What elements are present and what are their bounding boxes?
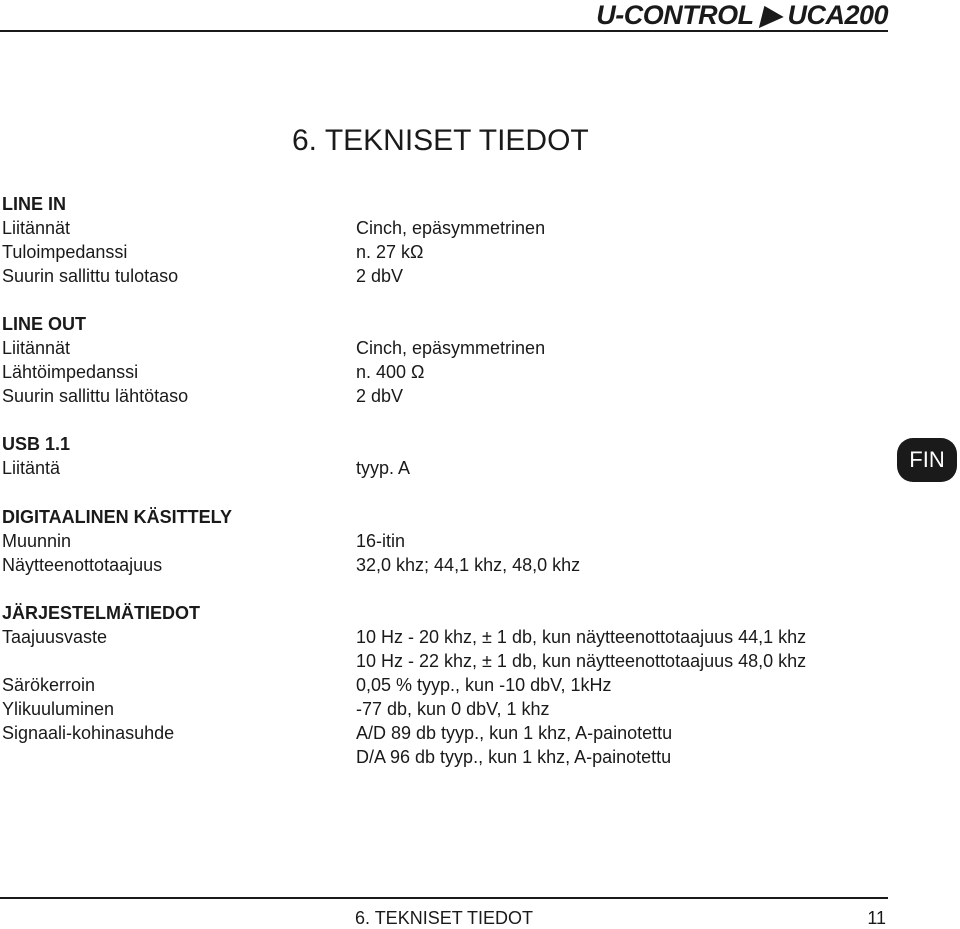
spec-label: Liitäntä bbox=[2, 458, 61, 478]
group-title-line-out: LINE OUT bbox=[2, 314, 86, 334]
page-number: 11 bbox=[867, 908, 886, 928]
spec-label: Ylikuuluminen bbox=[2, 699, 115, 719]
spec-value: n. 27 kΩ bbox=[356, 242, 424, 262]
spec-label: Liitännät bbox=[2, 218, 71, 238]
group-title-usb: USB 1.1 bbox=[2, 434, 71, 454]
spec-label: Lähtöimpedanssi bbox=[2, 362, 139, 382]
spec-value: A/D 89 db tyyp., kun 1 khz, A-painotettu bbox=[356, 723, 673, 743]
spec-label: Taajuusvaste bbox=[2, 627, 108, 647]
spec-label: Särökerroin bbox=[2, 675, 96, 695]
group-title-system-data: JÄRJESTELMÄTIEDOT bbox=[2, 603, 201, 623]
spec-label: Signaali-kohinasuhde bbox=[2, 723, 175, 743]
spec-value: tyyp. A bbox=[356, 458, 411, 478]
header-divider bbox=[0, 30, 888, 32]
spec-value: 0,05 % tyyp., kun -10 dbV, 1kHz bbox=[356, 675, 612, 695]
spec-value: 10 Hz - 20 khz, ± 1 db, kun näytteenottotaajuus 44,1 khz bbox=[356, 627, 807, 647]
spec-label: Muunnin bbox=[2, 531, 72, 551]
spec-label: Näytteenottotaajuus bbox=[2, 555, 163, 575]
spec-label: Liitännät bbox=[2, 338, 71, 358]
spec-value: D/A 96 db tyyp., kun 1 khz, A-painotettu bbox=[356, 747, 672, 767]
spec-value: 2 dbV bbox=[356, 266, 404, 286]
footer-divider bbox=[0, 897, 888, 899]
spec-value: 2 dbV bbox=[356, 386, 404, 406]
group-title-digital-processing: DIGITAALINEN KÄSITTELY bbox=[2, 507, 233, 527]
spec-label: Suurin sallittu lähtötaso bbox=[2, 386, 189, 406]
spec-value: 32,0 khz; 44,1 khz, 48,0 khz bbox=[356, 555, 581, 575]
spec-value: -77 db, kun 0 dbV, 1 khz bbox=[356, 699, 550, 719]
spec-value: Cinch, epäsymmetrinen bbox=[356, 218, 546, 238]
spec-value: 10 Hz - 22 khz, ± 1 db, kun näytteenottotaajuus 48,0 khz bbox=[356, 651, 807, 671]
group-title-line-in: LINE IN bbox=[2, 194, 67, 214]
spec-label: Tuloimpedanssi bbox=[2, 242, 128, 262]
spec-value: Cinch, epäsymmetrinen bbox=[356, 338, 546, 358]
spec-label: Suurin sallittu tulotaso bbox=[2, 266, 179, 286]
spec-value: 16-itin bbox=[356, 531, 406, 551]
spec-value: n. 400 Ω bbox=[356, 362, 425, 382]
footer-section-title: 6. TEKNISET TIEDOT bbox=[355, 908, 534, 928]
language-badge: FIN bbox=[897, 438, 957, 482]
page-title: 6. TEKNISET TIEDOT bbox=[292, 124, 589, 157]
document-header-product: U-CONTROL ▶ UCA200 bbox=[596, 0, 888, 30]
